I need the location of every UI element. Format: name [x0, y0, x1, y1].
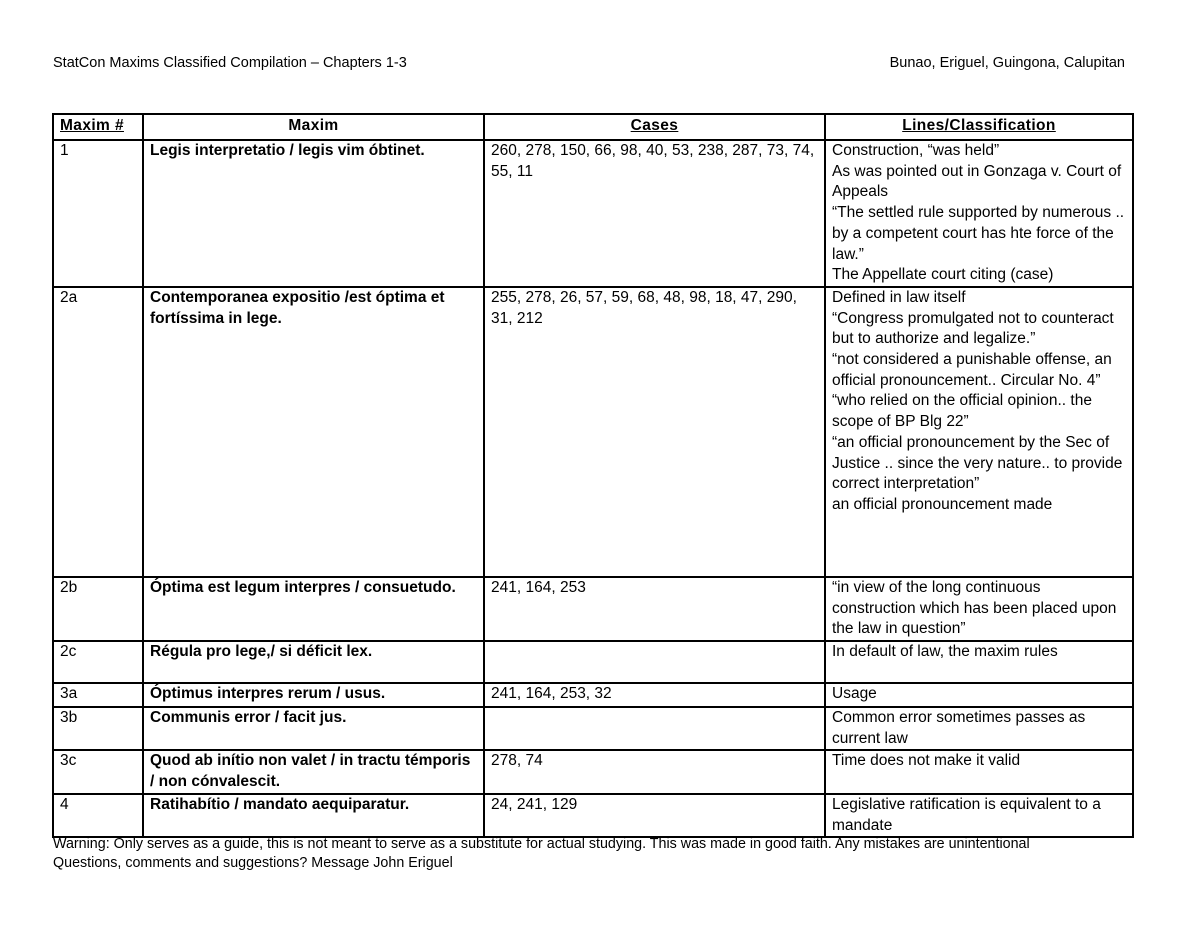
- classification-line: “not considered a punishable offense, an official pronouncement.. Circular No. 4”: [832, 351, 1112, 389]
- classification-line: In default of law, the maxim rules: [832, 643, 1058, 661]
- column-header-lines: Lines/Classification: [825, 114, 1133, 140]
- cases-cell: 241, 164, 253: [484, 577, 825, 641]
- maxims-table: [52, 113, 1134, 838]
- lines-cell: [825, 794, 1133, 837]
- classification-line: Defined in law itself: [832, 288, 966, 306]
- table-row: [53, 641, 1133, 683]
- maxim-cell: Quod ab inítio non valet / in tractu témporis / non cónvalescit.: [143, 750, 484, 793]
- table-row: [53, 287, 1133, 577]
- maxim-cell: Contemporanea expositio /est óptima et fortíssima in lege.: [143, 287, 484, 577]
- maxim-cell: Ratihabítio / mandato aequiparatur.: [143, 794, 484, 837]
- classification-line: “The settled rule supported by numerous .. by a competent court has hte force of the law.”: [832, 204, 1125, 263]
- maxim-number-cell: 1: [53, 140, 143, 287]
- footer-note: [53, 835, 1153, 873]
- maxim-number-cell: 2b: [53, 577, 143, 641]
- classification-line: “who relied on the official opinion.. the scope of BP Blg 22”: [832, 392, 1092, 431]
- maxim-number-cell: 2c: [53, 641, 143, 683]
- classification-line: an official pronouncement made: [832, 495, 1053, 513]
- document-header-authors: Bunao, Eriguel, Guingona, Calupitan: [889, 55, 1125, 71]
- classification-line: Time does not make it valid: [832, 752, 1021, 770]
- lines-cell: [825, 750, 1133, 793]
- maxim-number-cell: 4: [53, 794, 143, 837]
- cases-cell: [484, 641, 825, 683]
- lines-cell: [825, 641, 1133, 683]
- table-row: [53, 577, 1133, 641]
- classification-line: Construction, “was held”: [832, 142, 1000, 159]
- cases-cell: 255, 278, 26, 57, 59, 68, 48, 98, 18, 47, 290, 31, 212: [484, 287, 825, 577]
- maxim-cell: Legis interpretatio / legis vim óbtinet.: [143, 140, 484, 287]
- table-header-row: [53, 114, 1133, 140]
- table-row: [53, 140, 1133, 287]
- maxim-number-cell: 2a: [53, 287, 143, 577]
- lines-cell: [825, 287, 1133, 577]
- classification-line: Common error sometimes passes as current law: [832, 709, 1086, 747]
- column-header-cases: Cases: [484, 114, 825, 140]
- lines-cell: [825, 683, 1133, 707]
- classification-line: The Appellate court citing (case): [832, 266, 1054, 284]
- classification-line: “in view of the long continuous construction which has been placed upon the law in question”: [832, 578, 1117, 638]
- lines-cell: [825, 140, 1133, 287]
- cases-cell: 24, 241, 129: [484, 794, 825, 837]
- table-row: [53, 794, 1133, 837]
- table-row: [53, 750, 1133, 793]
- maxim-cell: Óptimus interpres rerum / usus.: [143, 683, 484, 707]
- maxim-cell: Óptima est legum interpres / consuetudo.: [143, 577, 484, 641]
- maxim-cell: Régula pro lege,/ si déficit lex.: [143, 641, 484, 683]
- lines-cell: [825, 577, 1133, 641]
- maxim-number-cell: 3c: [53, 750, 143, 793]
- cases-cell: 278, 74: [484, 750, 825, 793]
- cases-cell: [484, 707, 825, 750]
- maxim-number-cell: 3b: [53, 707, 143, 750]
- classification-line: “an official pronouncement by the Sec of Justice .. since the very nature.. to provide correct interpretation”: [832, 433, 1123, 493]
- footer-contact: Questions, comments and suggestions? Message John Eriguel: [53, 855, 453, 871]
- classification-line: As was pointed out in Gonzaga v. Court of Appeals: [832, 162, 1122, 201]
- document-header-title: StatCon Maxims Classified Compilation – Chapters 1-3: [53, 55, 407, 71]
- cases-cell: 260, 278, 150, 66, 98, 40, 53, 238, 287, 73, 74, 55, 11: [484, 140, 825, 287]
- maxim-number-cell: 3a: [53, 683, 143, 707]
- footer-warning: Warning: Only serves as a guide, this is not meant to serve as a substitute for actual studying. This was made in good faith. Any mistakes are unintentional: [53, 836, 1030, 852]
- cases-cell: 241, 164, 253, 32: [484, 683, 825, 707]
- column-header-maxim-number: Maxim #: [53, 114, 143, 140]
- column-header-maxim: Maxim: [143, 114, 484, 140]
- classification-line: Legislative ratification is equivalent to a mandate: [832, 795, 1101, 834]
- maxim-cell: Communis error / facit jus.: [143, 707, 484, 750]
- classification-line: “Congress promulgated not to counteract but to authorize and legalize.”: [832, 309, 1114, 348]
- table-row: [53, 707, 1133, 750]
- classification-line: Usage: [832, 685, 877, 703]
- table-row: [53, 683, 1133, 707]
- lines-cell: [825, 707, 1133, 750]
